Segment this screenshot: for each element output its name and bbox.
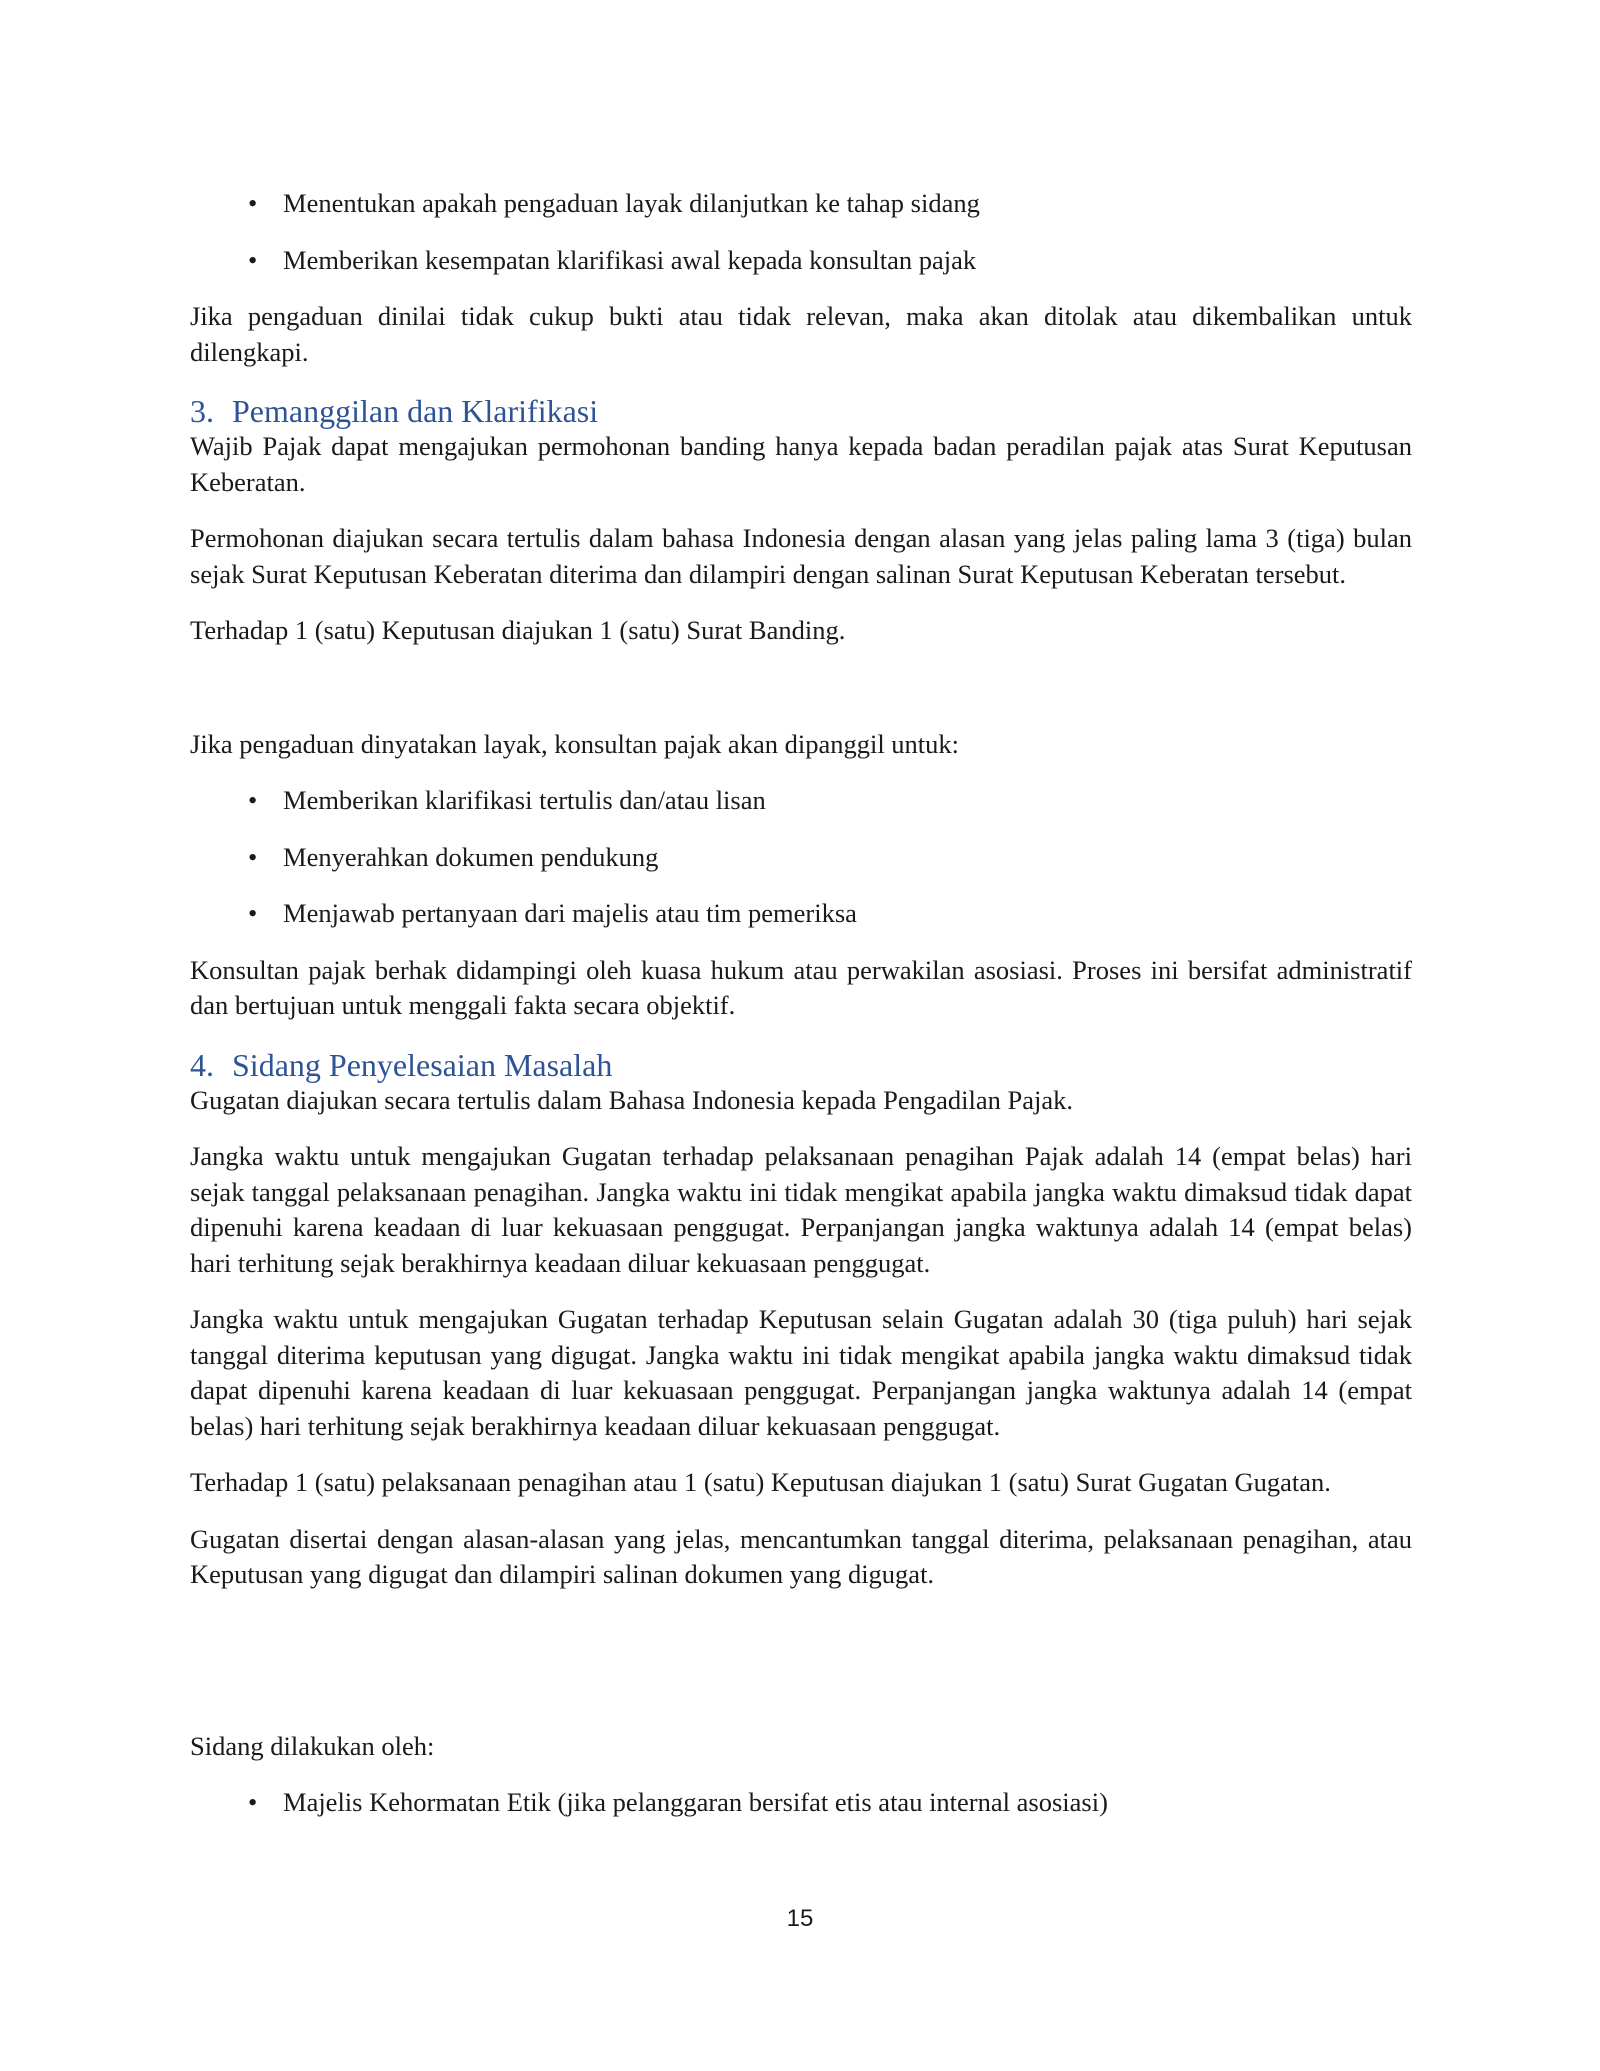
spacer	[190, 670, 1412, 727]
list-item: • Majelis Kehormatan Etik (jika pelanggaran bersifat etis atau internal asosiasi)	[190, 1785, 1412, 1821]
paragraph: Sidang dilakukan oleh:	[190, 1730, 435, 1761]
bullet-icon: •	[248, 898, 258, 928]
paragraph: Jangka waktu untuk mengajukan Gugatan terhadap pelaksanaan penagihan Pajak adalah 14 (empat belas) hari sejak tanggal pelaksanaan penagihan. Jangka waktu ini tidak mengikat apabila jangka waktu dimaksud tidak dapat dipenuhi karena keadaan di luar kekuasaan penggugat. Perpanjangan jangka waktunya adalah 14 (empat belas) hari terhitung sejak berakhirnya keadaan diluar kekuasaan penggugat.	[190, 1141, 1412, 1278]
bullet-icon: •	[248, 785, 258, 815]
section3-bullet-list	[190, 783, 1412, 932]
paragraph: Konsultan pajak berhak didampingi oleh kuasa hukum atau perwakilan asosiasi. Proses ini bersifat administratif dan bertujuan untuk menggali fakta secara objektif.	[190, 954, 1412, 1020]
list-item: • Memberikan kesempatan klarifikasi awal kepada konsultan pajak	[190, 243, 1412, 279]
paragraph: Jika pengaduan dinyatakan layak, konsultan pajak akan dipanggil untuk:	[190, 728, 960, 759]
paragraph: Gugatan disertai dengan alasan-alasan yang jelas, mencantumkan tanggal diterima, pelaksanaan penagihan, atau Keputusan yang digugat dan dilampiri salinan dokumen yang digugat.	[190, 1523, 1412, 1589]
spacer	[190, 1614, 1412, 1729]
section-heading-3: 3. Pemanggilan dan Klarifikasi	[190, 393, 599, 429]
paragraph: Jika pengaduan dinilai tidak cukup bukti atau tidak relevan, maka akan ditolak atau dikembalikan untuk dilengkapi.	[190, 301, 1412, 367]
paragraph: Permohonan diajukan secara tertulis dalam bahasa Indonesia dengan alasan yang jelas paling lama 3 (tiga) bulan sejak Surat Keputusan Keberatan diterima dan dilampiri dengan salinan Surat Keputusan Keberatan tersebut.	[190, 523, 1412, 589]
document-page	[190, 186, 1412, 1842]
list-item: • Menyerahkan dokumen pendukung	[190, 840, 1412, 876]
paragraph: Wajib Pajak dapat mengajukan permohonan banding hanya kepada badan peradilan pajak atas Surat Keputusan Keberatan.	[190, 431, 1412, 497]
list-item: • Menentukan apakah pengaduan layak dilanjutkan ke tahap sidang	[190, 186, 1412, 222]
page-number: 15	[786, 1905, 814, 1932]
section4-bullet-list	[190, 1785, 1412, 1821]
top-bullet-list	[190, 186, 1412, 278]
list-item: • Memberikan klarifikasi tertulis dan/atau lisan	[190, 783, 1412, 819]
paragraph: Gugatan diajukan secara tertulis dalam Bahasa Indonesia kepada Pengadilan Pajak.	[190, 1084, 1074, 1115]
paragraph: Terhadap 1 (satu) pelaksanaan penagihan atau 1 (satu) Keputusan diajukan 1 (satu) Surat Gugatan Gugatan.	[190, 1467, 1331, 1497]
bullet-icon: •	[248, 841, 258, 872]
paragraph: Terhadap 1 (satu) Keputusan diajukan 1 (satu) Surat Banding.	[190, 615, 846, 645]
section-heading-4: 4. Sidang Penyelesaian Masalah	[190, 1046, 613, 1083]
bullet-icon: •	[248, 188, 258, 218]
bullet-icon: •	[248, 244, 258, 275]
list-item: • Menjawab pertanyaan dari majelis atau tim pemeriksa	[190, 896, 1412, 932]
bullet-icon: •	[248, 1787, 258, 1817]
paragraph: Jangka waktu untuk mengajukan Gugatan terhadap Keputusan selain Gugatan adalah 30 (tiga puluh) hari sejak tanggal diterima keputusan yang digugat. Jangka waktu ini tidak mengikat apabila jangka waktu dimaksud tidak dapat dipenuhi karena keadaan di luar kekuasaan penggugat. Perpanjangan jangka waktunya adalah 14 (empat belas) hari terhitung sejak berakhirnya keadaan diluar kekuasaan penggugat.	[190, 1304, 1412, 1441]
